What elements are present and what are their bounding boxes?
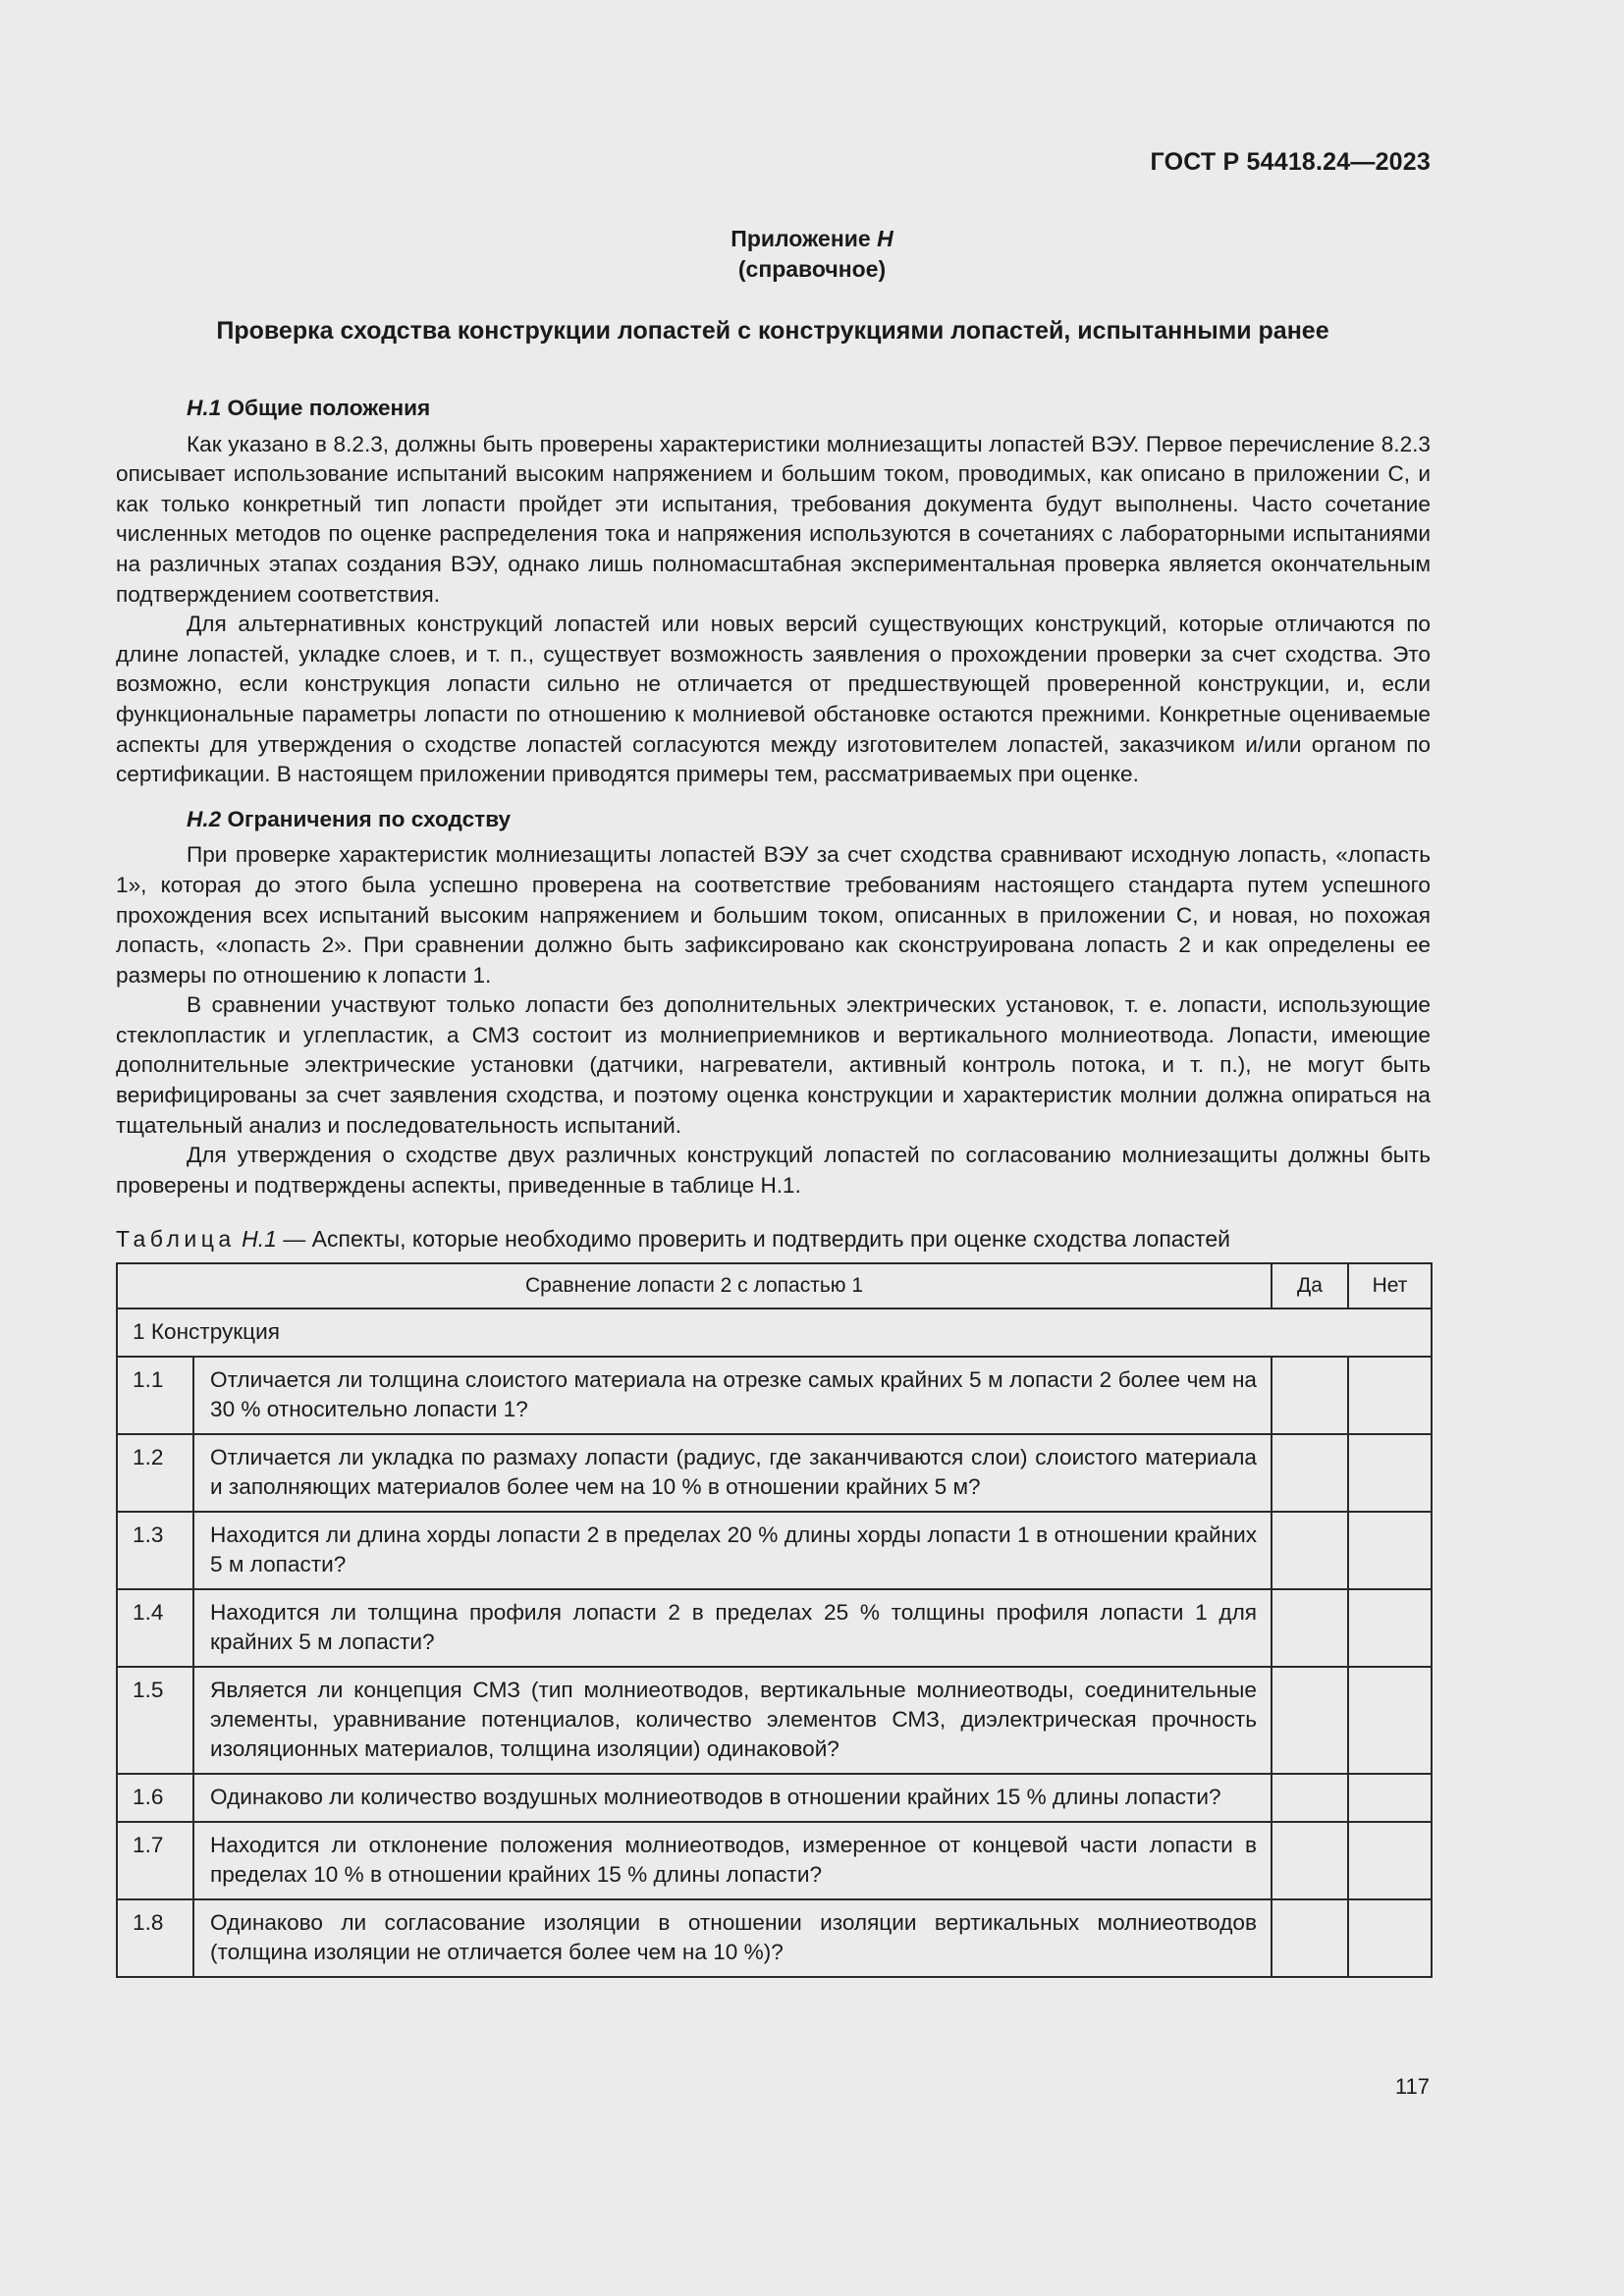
section-title: Общие положения	[227, 396, 431, 420]
annex-content	[116, 394, 1431, 1978]
row-number: 1.3	[117, 1512, 193, 1589]
annex-heading	[0, 224, 1624, 285]
paragraph: Как указано в 8.2.3, должны быть проверены характеристики молниезащиты лопастей ВЭУ. Первое перечисление 8.2.3 описывает использование испытаний высоким напряжением и большим током, проводимых, как описано в приложении C, и как только конкретный тип лопасти пройдет эти испытания, требования документа будут выполнены. Часто сочетание численных методов по оценке распределения тока и напряжения используются в сочетаниях с лабораторными испытаниями на различных этапах создания ВЭУ, однако лишь полномасштабная экспериментальная проверка является окончательным подтверждением соответствия.	[116, 431, 1431, 607]
table-caption-text: — Аспекты, которые необходимо проверить и подтвердить при оценке сходства лопастей	[283, 1226, 1230, 1253]
paragraph: В сравнении участвуют только лопасти без дополнительных электрических установок, т. е. лопасти, использующие стеклопластик и углепластик, а СМЗ состоит из молниеприемников и вертикального молниеотвода. Лопасти, имеющие дополнительные электрические установки (датчики, нагреватели, активный контроль потока, и т. п.), не могут быть верифицированы за счет заявления сходства, и поэтому оценка конструкции и характеристик молнии должна опираться на тщательный анализ и последовательность испытаний.	[116, 992, 1431, 1138]
no-cell	[1348, 1512, 1432, 1589]
row-number: 1.7	[117, 1822, 193, 1899]
row-question: Находится ли длина хорды лопасти 2 в пределах 20 % длины хорды лопасти 1 в отношении крайних 5 м лопасти?	[193, 1512, 1272, 1589]
paragraph: При проверке характеристик молниезащиты лопастей ВЭУ за счет сходства сравнивают исходную лопасть, «лопасть 1», которая до этого была успешно проверена на соответствие требованиям настоящего стандарта путем успешного прохождения всех испытаний высоким напряжением и большим током, описанных в приложении C, и новая, но похожая лопасть, «лопасть 2». При сравнении должно быть зафиксировано как сконструирована лопасть 2 и как определены ее размеры по отношению к лопасти 1.	[116, 842, 1431, 988]
row-question: Одинаково ли согласование изоляции в отношении изоляции вертикальных молниеотводов (толщина изоляции не отличается более чем на 10 %)?	[193, 1899, 1272, 1977]
paragraph: Для утверждения о сходстве двух различных конструкций лопастей по согласованию молниезащиты должны быть проверены и подтверждены аспекты, приведенные в таблице H.1.	[116, 1143, 1431, 1198]
no-cell	[1348, 1822, 1432, 1899]
row-number: 1.8	[117, 1899, 193, 1977]
row-number: 1.6	[117, 1774, 193, 1822]
yes-cell	[1272, 1774, 1348, 1822]
row-question: Является ли концепция СМЗ (тип молниеотводов, вертикальные молниеотводы, соединительные элементы, уравнивание потенциалов, количество элементов СМЗ, диэлектрическая прочность изоляционных материалов, толщина изоляции) одинаковой?	[193, 1667, 1272, 1774]
table-row	[117, 1434, 1432, 1512]
yes-cell	[1272, 1357, 1348, 1434]
section-number: H.1	[187, 396, 222, 420]
table-header-row	[117, 1263, 1432, 1308]
annex-label-line	[0, 224, 1624, 254]
annex-letter: H	[877, 226, 893, 251]
section-title: Ограничения по сходству	[227, 806, 512, 831]
table-row	[117, 1899, 1432, 1977]
table-caption-number: H.1	[242, 1226, 277, 1253]
column-header-no: Нет	[1348, 1263, 1432, 1308]
no-cell	[1348, 1357, 1432, 1434]
section-heading-h2	[116, 805, 1431, 835]
yes-cell	[1272, 1589, 1348, 1667]
yes-cell	[1272, 1512, 1348, 1589]
row-question: Отличается ли укладка по размаху лопасти (радиус, где заканчиваются слои) слоистого материала и заполняющих материалов более чем на 10 % в отношении крайних 5 м?	[193, 1434, 1272, 1512]
no-cell	[1348, 1589, 1432, 1667]
table-row	[117, 1512, 1432, 1589]
row-number: 1.1	[117, 1357, 193, 1434]
page-number: 117	[1394, 2074, 1430, 2099]
no-cell	[1348, 1774, 1432, 1822]
standard-designation: ГОСТ Р 54418.24—2023	[1150, 148, 1431, 176]
section-heading-h1	[116, 394, 1431, 424]
row-number: 1.2	[117, 1434, 193, 1512]
paragraph: Для альтернативных конструкций лопастей или новых версий существующих конструкций, которые отличаются по длине лопастей, укладке слоев, и т. п., существует возможность заявления о прохождении проверки за счет сходства. Это возможно, если конструкция лопасти сильно не отличается от предшествующей проверенной конструкции, и, если функциональные параметры лопасти по отношению к молниевой обстановке остаются прежними. Конкретные оцениваемые аспекты для утверждения о сходстве лопастей согласуются между изготовителем лопастей, заказчиком и/или органом по сертификации. В настоящем приложении приводятся примеры тем, рассматриваемых при оценке.	[116, 612, 1431, 787]
table-caption	[116, 1224, 1431, 1255]
row-question: Находится ли толщина профиля лопасти 2 в пределах 25 % толщины профиля лопасти 1 для крайних 5 м лопасти?	[193, 1589, 1272, 1667]
annex-title: Проверка сходства конструкции лопастей с конструкциями лопастей, испытанными ранее	[216, 317, 1329, 345]
no-cell	[1348, 1434, 1432, 1512]
column-header-yes: Да	[1272, 1263, 1348, 1308]
table-row	[117, 1822, 1432, 1899]
section-number: H.2	[187, 806, 222, 831]
row-number: 1.4	[117, 1589, 193, 1667]
yes-cell	[1272, 1899, 1348, 1977]
table-group-label: 1 Конструкция	[117, 1308, 1432, 1357]
table-group-row	[117, 1308, 1432, 1357]
no-cell	[1348, 1899, 1432, 1977]
table-row	[117, 1357, 1432, 1434]
table-row	[117, 1667, 1432, 1774]
yes-cell	[1272, 1434, 1348, 1512]
annex-label: Приложение	[731, 226, 871, 251]
row-number: 1.5	[117, 1667, 193, 1774]
similarity-aspects-table	[116, 1262, 1433, 1978]
yes-cell	[1272, 1667, 1348, 1774]
annex-status: (справочное)	[737, 256, 887, 282]
column-header-comparison: Сравнение лопасти 2 с лопастью 1	[117, 1263, 1272, 1308]
table-caption-word: Таблица	[116, 1226, 236, 1253]
row-question: Находится ли отклонение положения молниеотводов, измеренное от концевой части лопасти в пределах 10 % в отношении крайних 15 % длины лопасти?	[193, 1822, 1272, 1899]
no-cell	[1348, 1667, 1432, 1774]
row-question: Одинаково ли количество воздушных молниеотводов в отношении крайних 15 % длины лопасти?	[193, 1774, 1272, 1822]
table-row	[117, 1774, 1432, 1822]
yes-cell	[1272, 1822, 1348, 1899]
table-row	[117, 1589, 1432, 1667]
row-question: Отличается ли толщина слоистого материала на отрезке самых крайних 5 м лопасти 2 более чем на 30 % относительно лопасти 1?	[193, 1357, 1272, 1434]
